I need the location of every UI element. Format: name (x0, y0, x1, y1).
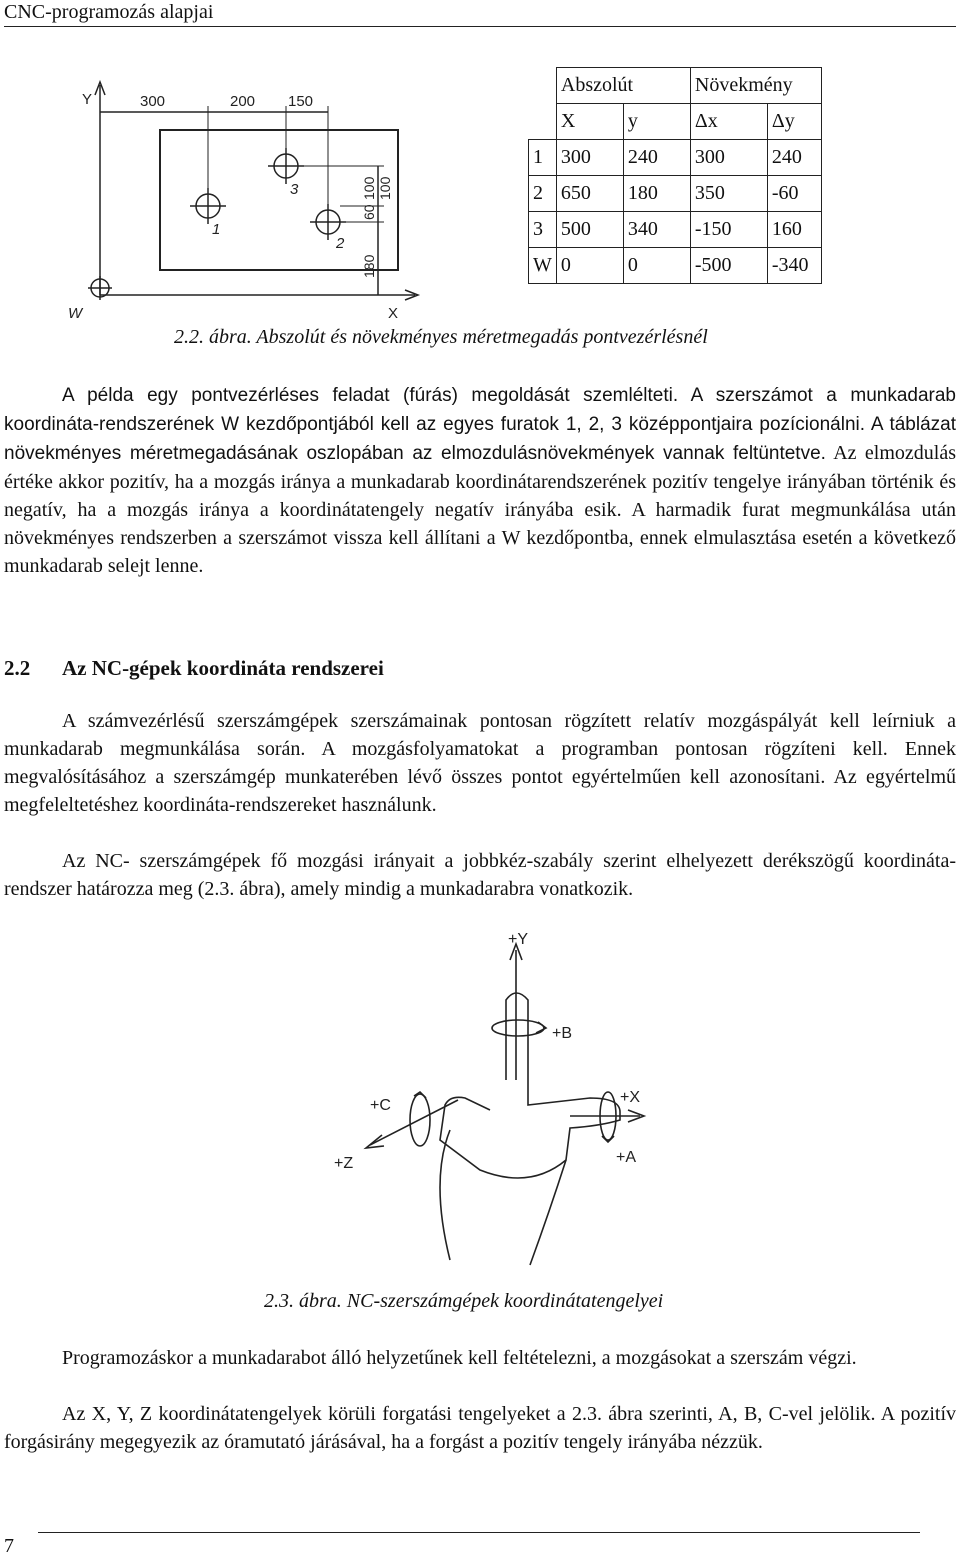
dim-300: 300 (140, 93, 166, 110)
paragraph-4: Programozáskor a munkadarabot álló helyzetűnek kell feltételezni, a mozgásokat a szerszám végzi. (62, 1347, 857, 1369)
table-cell: 2 (529, 176, 557, 212)
table-cell: 3 (529, 212, 557, 248)
table-row (529, 140, 822, 176)
paragraph-5: Az X, Y, Z koordinátatengelyek körüli forgatási tengelyeket a 2.3. ábra szerinti, A, B, C-vel jelölik. A pozitív forgásirány megegyezik az óramutató járásával, ha a forgást a pozitív tengely irányába nézzük. (4, 1403, 956, 1453)
workpiece-drawing (60, 60, 440, 330)
figure-2-3-drawing (330, 930, 650, 1280)
page-number: 7 (4, 1535, 14, 1557)
hole-2-label: 2 (336, 235, 345, 252)
table-cell: 300 (556, 140, 623, 176)
wrist-line-left (440, 1130, 450, 1260)
figure-2-3-caption: 2.3. ábra. NC-szerszámgépek koordinátatengelyei (264, 1290, 664, 1312)
table-cell: 650 (556, 176, 623, 212)
header-title: CNC-programozás alapjai (4, 1, 214, 23)
figure-2-2-caption: 2.2. ábra. Abszolút és növekményes méretmegadás pontvezérlésnél (174, 326, 708, 348)
figure-2-2-drawing (60, 60, 440, 330)
table-cell: W (529, 248, 557, 284)
plus-a-label: +A (616, 1149, 637, 1166)
group-header-absolute: Abszolút (556, 68, 690, 104)
table-cell: -150 (690, 212, 767, 248)
section-heading (4, 656, 384, 681)
table-cell: 500 (556, 212, 623, 248)
table-cell: 0 (556, 248, 623, 284)
origin-label: W (68, 305, 83, 322)
group-header-increment: Növekmény (690, 68, 821, 104)
table-cell: -340 (767, 248, 821, 284)
paragraph-1-sans-part: A példa egy pontvezérléses feladat (fúrás) megoldását szemlélteti. A szerszámot a munkadarab koordináta-rendszerének W kezdőpontjából kell az egyes furatok 1, 2, 3 középpontjaira pozícionálni. A táblázat növekményes méretmegadásának oszlopában az elmozdulásnövekmények vannak feltüntetve. (4, 385, 956, 464)
plus-b-label: +B (552, 1025, 573, 1042)
table-row (529, 212, 822, 248)
table-group-header-row (529, 68, 822, 104)
table-column-header-row (529, 104, 822, 140)
table-cell: 240 (623, 140, 690, 176)
plus-y-label: +Y (508, 931, 529, 948)
table-cell: 0 (623, 248, 690, 284)
section-number: 2.2 (4, 656, 31, 680)
table-cell: 1 (529, 140, 557, 176)
dim-180: 180 (361, 254, 377, 278)
plus-x-label: +X (620, 1089, 641, 1106)
dim-200: 200 (230, 93, 256, 110)
footer-rule (38, 1532, 920, 1533)
table-cell: 340 (623, 212, 690, 248)
y-axis-label: Y (82, 91, 93, 108)
table-cell: 350 (690, 176, 767, 212)
rotation-b-ellipse (492, 1020, 544, 1036)
paragraph-3: Az NC- szerszámgépek fő mozgási irányait a jobbkéz-szabály szerint elhelyezett derékszögű koordináta-rendszer határozza meg (2.3. ábra), amely mindig a munkadarabra vonatkozik. (4, 850, 956, 900)
dim-100-b: 100 (377, 176, 393, 200)
plus-z-label: +Z (334, 1155, 354, 1172)
table-cell: -60 (767, 176, 821, 212)
running-header (4, 0, 956, 27)
table-row (529, 176, 822, 212)
col-header-dx: Δx (690, 104, 767, 140)
col-header-y: y (623, 104, 690, 140)
paragraph-1 (4, 381, 956, 580)
x-axis-label: X (388, 305, 399, 322)
table-cell: 160 (767, 212, 821, 248)
dim-100-a: 100 (361, 176, 377, 200)
table-row (529, 248, 822, 284)
right-hand-rule-drawing (330, 930, 650, 1280)
dim-150: 150 (288, 93, 314, 110)
table-cell: -500 (690, 248, 767, 284)
plus-c-label: +C (370, 1097, 391, 1114)
section-title: Az NC-gépek koordináta rendszerei (62, 656, 384, 680)
table-cell: 240 (767, 140, 821, 176)
paragraph-1-serif-part: Az elmozdulás értéke akkor pozitív, ha a mozgás iránya a munkadarab koordinátarendszerének pozitív tengelye irányában történik és negatív, ha a mozgás iránya a koordinátatengely negatív irányába esik. A harmadik furat megmunkálása után növekményes rendszerben a szerszámot vissza kell állítani a W kezdőpontba, ennek elmulasztása esetén a következő munkadarab selejt lenne. (4, 442, 956, 577)
table-cell: 300 (690, 140, 767, 176)
paragraph-2: A számvezérlésű szerszámgépek szerszámainak pontosan rögzített relatív mozgáspályát kell leírniuk a munkadarab megmunkálása során. A mozgásfolyamatokat a programban pontosan rögzíteni kell. Ennek megvalósításához a szerszámgép munkaterében lévő összes pontot egyértelműen kell azonosítani. Az egyértelmű megfeleltetéshez koordináta-rendszereket használunk. (4, 710, 956, 816)
z-axis-arrow (366, 1135, 384, 1148)
coordinate-table (528, 67, 822, 284)
dim-60: 60 (361, 204, 377, 220)
col-header-x: X (556, 104, 623, 140)
col-header-dy: Δy (767, 104, 821, 140)
hole-3-label: 3 (290, 181, 299, 198)
table-cell: 180 (623, 176, 690, 212)
hole-1-label: 1 (212, 221, 221, 238)
